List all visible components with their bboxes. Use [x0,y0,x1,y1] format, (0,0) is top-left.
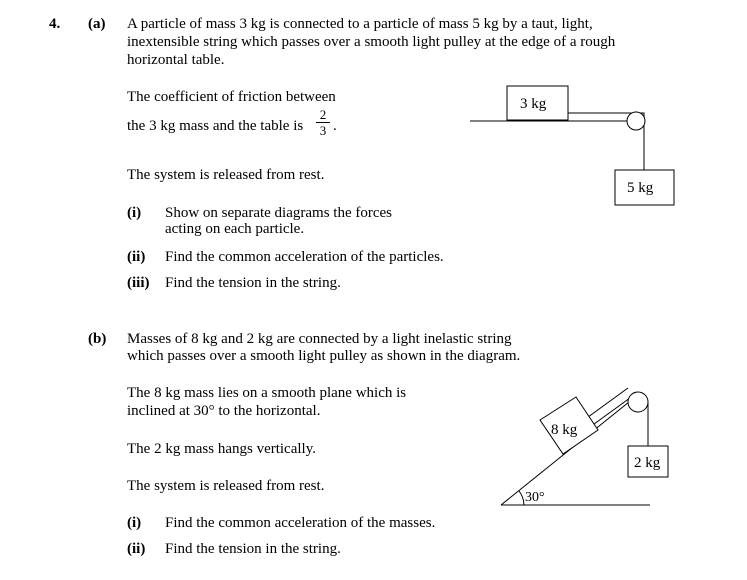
friction-line-1: The coefficient of friction between [127,89,336,105]
friction-denominator: 3 [319,123,327,138]
part-a-subpart-i-line-2: acting on each particle. [165,221,305,237]
part-a-subpart-ii-line: Find the common acceleration of the particles. [165,249,444,265]
diagram-b-hanging-mass-label: 2 kg [634,455,661,471]
diagram-b-plane-mass-label: 8 kg [551,422,578,438]
part-a-subpart-iii-label: (iii) [127,275,150,291]
part-a-intro-line-1: A particle of mass 3 kg is connected to a particle of mass 5 kg by a taut, light, [127,16,593,32]
part-b-label: (b) [88,331,107,347]
pulley-b [628,392,648,412]
part-b-subpart-i-label: (i) [127,515,142,531]
friction-numerator: 2 [319,107,327,122]
part-b-subpart-ii-line: Find the tension in the string. [165,541,341,557]
part-b-subpart-ii-label: (ii) [127,541,146,557]
part-a-intro-line-2: inextensible string which passes over a smooth light pulley at the edge of a rough [127,34,616,50]
part-a-label: (a) [88,16,106,32]
part-b-intro-line-1: Masses of 8 kg and 2 kg are connected by a light inelastic string [127,331,512,347]
part-a-subpart-i-label: (i) [127,205,142,221]
diagram-a-hanging-mass-label: 5 kg [627,180,654,196]
part-b-intro-line-2: which passes over a smooth light pulley as shown in the diagram. [127,348,521,364]
part-b-hangs: The 2 kg mass hangs vertically. [127,441,316,457]
diagram-b [501,388,668,505]
part-b-plane-line-2: inclined at 30° to the horizontal. [127,403,321,419]
friction-line-2: the 3 kg mass and the table is [127,118,304,134]
part-a-subpart-ii-label: (ii) [127,249,146,265]
part-a-intro-line-3: horizontal table. [127,52,225,68]
friction-end: . [333,118,337,134]
part-b-released: The system is released from rest. [127,478,325,494]
angle-arc [519,491,524,505]
diagram-a-table-mass-label: 3 kg [520,96,547,112]
part-b-subpart-i-line: Find the common acceleration of the masses. [165,515,436,531]
part-a-released: The system is released from rest. [127,167,325,183]
pulley-a [627,112,645,130]
question-number: 4. [49,16,61,32]
part-a-subpart-iii-line: Find the tension in the string. [165,275,341,291]
part-b-plane-line-1: The 8 kg mass lies on a smooth plane which is [127,385,407,401]
diagram-b-angle-label: 30° [525,490,545,505]
part-a-subpart-i-line-1: Show on separate diagrams the forces [165,205,393,221]
